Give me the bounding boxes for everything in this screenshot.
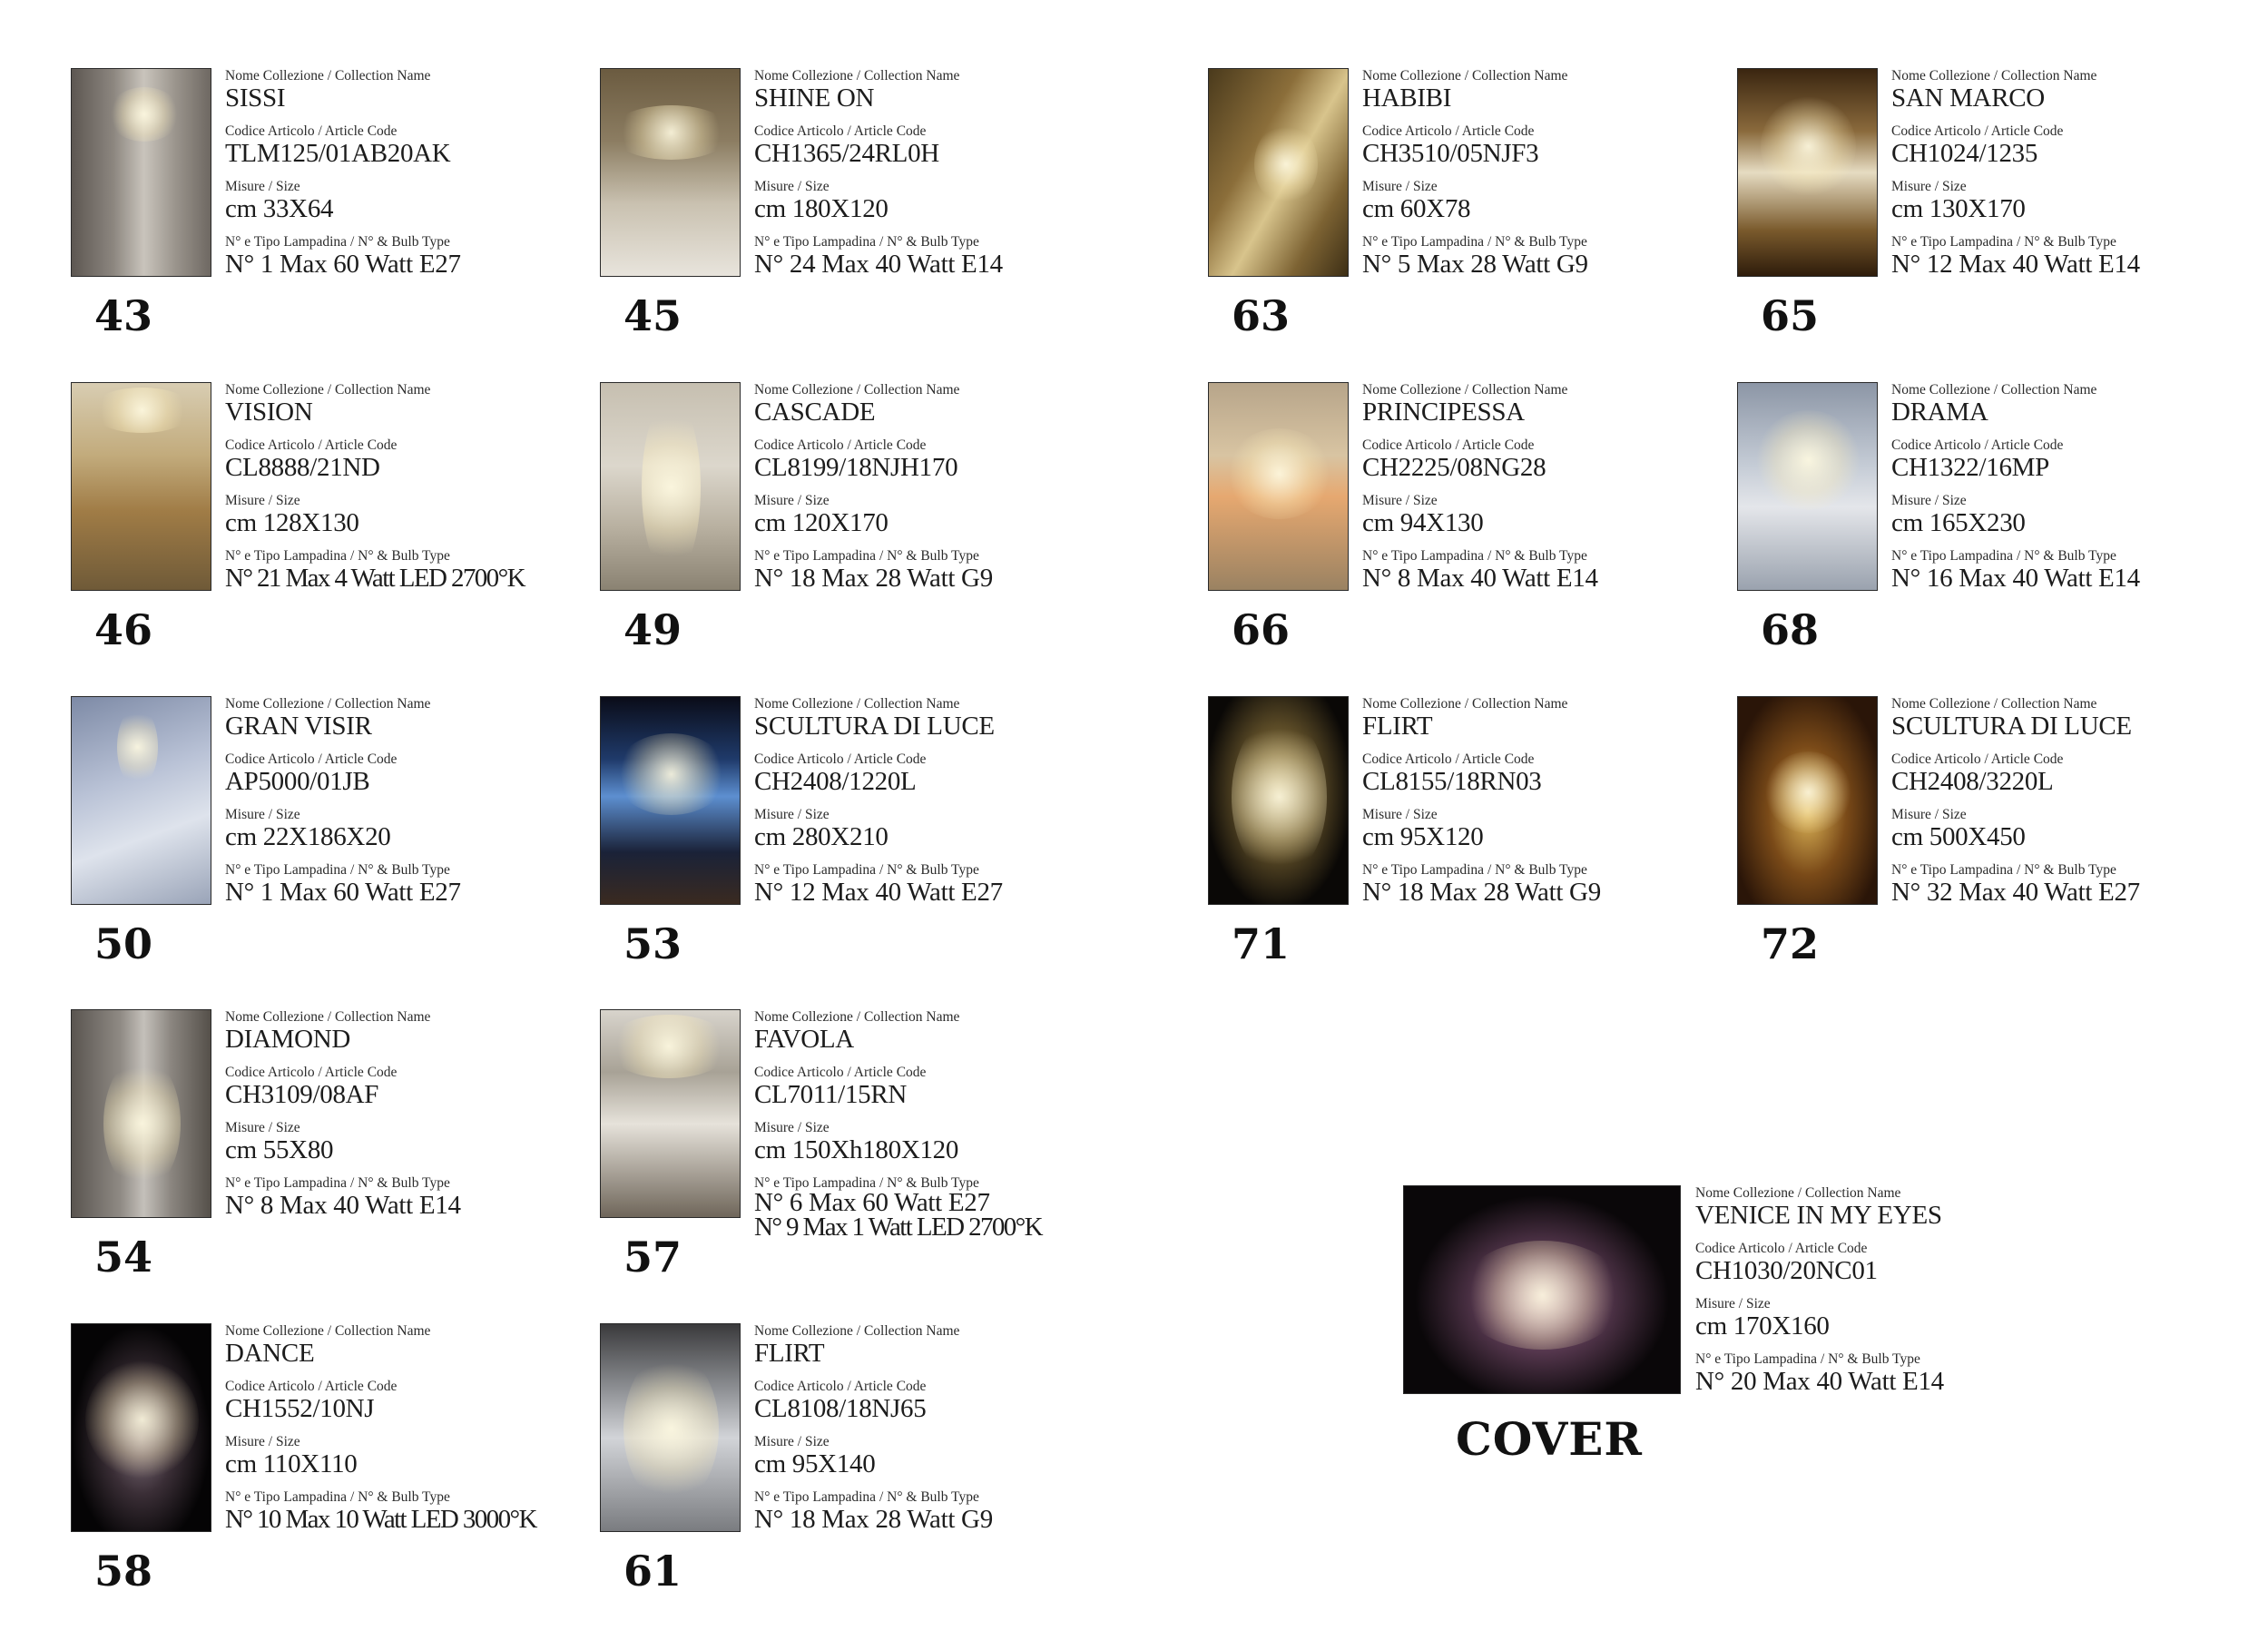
bulbs-value-2: N° 9 Max 1 Watt LED 2700°K — [754, 1213, 1043, 1242]
article-code: CH1365/24RL0H — [754, 139, 939, 168]
product-photo — [1208, 696, 1349, 905]
size-label: Misure / Size — [1695, 1296, 1771, 1311]
article-code: CL8155/18RN03 — [1362, 767, 1542, 796]
product-photo — [600, 382, 741, 591]
bulbs-value: N° 1 Max 60 Watt E27 — [225, 250, 461, 279]
code-label: Codice Articolo / Article Code — [1891, 437, 2064, 453]
bulbs-value: N° 24 Max 40 Watt E14 — [754, 250, 1003, 279]
size-value: cm 130X170 — [1891, 194, 2026, 223]
article-code: CL7011/15RN — [754, 1080, 908, 1109]
bulbs-value: N° 5 Max 28 Watt G9 — [1362, 250, 1588, 279]
product-photo — [1737, 382, 1878, 591]
size-label: Misure / Size — [754, 1434, 830, 1449]
code-label: Codice Articolo / Article Code — [1891, 123, 2064, 139]
article-code: CH1322/16MP — [1891, 453, 2049, 482]
collection-name: HABIBI — [1362, 83, 1452, 113]
collection-label: Nome Collezione / Collection Name — [1362, 68, 1568, 83]
bulbs-label: N° e Tipo Lampadina / N° & Bulb Type — [754, 862, 979, 878]
collection-name: SHINE ON — [754, 83, 875, 113]
size-label: Misure / Size — [225, 1120, 300, 1135]
bulbs-value: N° 21 Max 4 Watt LED 2700°K — [225, 564, 525, 593]
collection-label: Nome Collezione / Collection Name — [225, 1009, 431, 1025]
collection-name: DANCE — [225, 1339, 315, 1368]
collection-name: SCULTURA DI LUCE — [754, 712, 995, 741]
page-number: 45 — [623, 291, 682, 340]
code-label: Codice Articolo / Article Code — [754, 1379, 927, 1394]
product-photo — [71, 1323, 211, 1532]
code-label: Codice Articolo / Article Code — [1362, 437, 1535, 453]
size-value: cm 95X120 — [1362, 822, 1484, 851]
size-value: cm 500X450 — [1891, 822, 2026, 851]
bulbs-label: N° e Tipo Lampadina / N° & Bulb Type — [754, 1489, 979, 1505]
size-value: cm 180X120 — [754, 194, 889, 223]
size-label: Misure / Size — [1362, 179, 1438, 194]
bulbs-value: N° 10 Max 10 Watt LED 3000°K — [225, 1505, 536, 1534]
collection-label: Nome Collezione / Collection Name — [1891, 382, 2097, 398]
size-value: cm 110X110 — [225, 1449, 358, 1478]
collection-label: Nome Collezione / Collection Name — [1891, 696, 2097, 712]
collection-name: FLIRT — [754, 1339, 825, 1368]
product-photo — [600, 1323, 741, 1532]
code-label: Codice Articolo / Article Code — [754, 751, 927, 767]
product-photo — [600, 68, 741, 277]
product-photo — [71, 1009, 211, 1218]
size-label: Misure / Size — [225, 1434, 300, 1449]
collection-name: GRAN VISIR — [225, 712, 372, 741]
collection-name: SISSI — [225, 83, 286, 113]
bulbs-value: N° 16 Max 40 Watt E14 — [1891, 564, 2140, 593]
article-code: CH2408/3220L — [1891, 767, 2054, 796]
collection-label: Nome Collezione / Collection Name — [1695, 1185, 1901, 1201]
collection-label: Nome Collezione / Collection Name — [1891, 68, 2097, 83]
article-code: CH3510/05NJF3 — [1362, 139, 1539, 168]
size-label: Misure / Size — [754, 807, 830, 822]
page-number: 57 — [623, 1233, 682, 1282]
size-value: cm 94X130 — [1362, 508, 1484, 537]
bulbs-value: N° 32 Max 40 Watt E27 — [1891, 878, 2140, 907]
size-label: Misure / Size — [754, 493, 830, 508]
cover-photo — [1403, 1185, 1681, 1394]
bulbs-label: N° e Tipo Lampadina / N° & Bulb Type — [1891, 862, 2116, 878]
bulbs-value: N° 8 Max 40 Watt E14 — [225, 1191, 461, 1220]
article-code: CH2225/08NG28 — [1362, 453, 1546, 482]
collection-name: DIAMOND — [225, 1025, 351, 1054]
article-code: CH1552/10NJ — [225, 1394, 375, 1423]
page-number: 63 — [1232, 291, 1291, 340]
bulbs-label: N° e Tipo Lampadina / N° & Bulb Type — [754, 234, 979, 250]
article-code: CH2408/1220L — [754, 767, 917, 796]
size-value: cm 55X80 — [225, 1135, 334, 1164]
product-photo — [71, 382, 211, 591]
bulbs-label: N° e Tipo Lampadina / N° & Bulb Type — [754, 1175, 979, 1191]
code-label: Codice Articolo / Article Code — [1362, 123, 1535, 139]
size-label: Misure / Size — [1362, 493, 1438, 508]
collection-name: VENICE IN MY EYES — [1695, 1201, 1942, 1230]
collection-label: Nome Collezione / Collection Name — [1362, 382, 1568, 398]
collection-name: DRAMA — [1891, 398, 1988, 427]
bulbs-label: N° e Tipo Lampadina / N° & Bulb Type — [225, 548, 450, 564]
bulbs-value: N° 18 Max 28 Watt G9 — [1362, 878, 1601, 907]
size-label: Misure / Size — [1891, 179, 1967, 194]
product-photo — [600, 696, 741, 905]
size-label: Misure / Size — [1891, 493, 1967, 508]
bulbs-value: N° 1 Max 60 Watt E27 — [225, 878, 461, 907]
bulbs-value: N° 18 Max 28 Watt G9 — [754, 564, 993, 593]
size-value: cm 60X78 — [1362, 194, 1471, 223]
collection-label: Nome Collezione / Collection Name — [754, 696, 960, 712]
bulbs-label: N° e Tipo Lampadina / N° & Bulb Type — [225, 1175, 450, 1191]
product-photo — [600, 1009, 741, 1218]
code-label: Codice Articolo / Article Code — [1695, 1241, 1868, 1256]
size-value: cm 280X210 — [754, 822, 889, 851]
collection-label: Nome Collezione / Collection Name — [754, 1009, 960, 1025]
page-number: 61 — [623, 1547, 682, 1596]
size-label: Misure / Size — [754, 1120, 830, 1135]
collection-label: Nome Collezione / Collection Name — [754, 68, 960, 83]
collection-name: FAVOLA — [754, 1025, 854, 1054]
size-value: cm 170X160 — [1695, 1311, 1830, 1341]
size-label: Misure / Size — [1362, 807, 1438, 822]
bulbs-value: N° 6 Max 60 Watt E27 — [754, 1188, 990, 1217]
size-label: Misure / Size — [1891, 807, 1967, 822]
page-number: 68 — [1761, 605, 1820, 654]
code-label: Codice Articolo / Article Code — [225, 123, 398, 139]
collection-label: Nome Collezione / Collection Name — [754, 1323, 960, 1339]
page-number: 53 — [623, 919, 682, 968]
article-code: CL8199/18NJH170 — [754, 453, 958, 482]
size-label: Misure / Size — [225, 179, 300, 194]
collection-label: Nome Collezione / Collection Name — [1362, 696, 1568, 712]
bulbs-value: N° 12 Max 40 Watt E27 — [754, 878, 1003, 907]
page-number: 43 — [94, 291, 153, 340]
collection-name: FLIRT — [1362, 712, 1433, 741]
code-label: Codice Articolo / Article Code — [225, 437, 398, 453]
size-value: cm 95X140 — [754, 1449, 876, 1478]
page-number: 49 — [623, 605, 682, 654]
code-label: Codice Articolo / Article Code — [225, 1379, 398, 1394]
bulbs-label: N° e Tipo Lampadina / N° & Bulb Type — [1362, 862, 1587, 878]
bulbs-label: N° e Tipo Lampadina / N° & Bulb Type — [225, 1489, 450, 1505]
article-code: CL8108/18NJ65 — [754, 1394, 927, 1423]
bulbs-label: N° e Tipo Lampadina / N° & Bulb Type — [1362, 548, 1587, 564]
article-code: AP5000/01JB — [225, 767, 370, 796]
code-label: Codice Articolo / Article Code — [225, 751, 398, 767]
code-label: Codice Articolo / Article Code — [1362, 751, 1535, 767]
collection-label: Nome Collezione / Collection Name — [225, 382, 431, 398]
page-number: 54 — [94, 1233, 153, 1282]
code-label: Codice Articolo / Article Code — [754, 437, 927, 453]
collection-name: CASCADE — [754, 398, 876, 427]
article-code: CH3109/08AF — [225, 1080, 379, 1109]
bulbs-value: N° 8 Max 40 Watt E14 — [1362, 564, 1598, 593]
product-photo — [71, 68, 211, 277]
code-label: Codice Articolo / Article Code — [1891, 751, 2064, 767]
code-label: Codice Articolo / Article Code — [754, 123, 927, 139]
code-label: Codice Articolo / Article Code — [754, 1065, 927, 1080]
size-value: cm 128X130 — [225, 508, 359, 537]
page-number: 66 — [1232, 605, 1291, 654]
size-value: cm 22X186X20 — [225, 822, 391, 851]
product-photo — [1737, 68, 1878, 277]
bulbs-label: N° e Tipo Lampadina / N° & Bulb Type — [1695, 1351, 1920, 1367]
cover-label: COVER — [1456, 1412, 1643, 1466]
article-code: CL8888/21ND — [225, 453, 380, 482]
size-value: cm 33X64 — [225, 194, 334, 223]
bulbs-label: N° e Tipo Lampadina / N° & Bulb Type — [225, 234, 450, 250]
size-label: Misure / Size — [225, 807, 300, 822]
code-label: Codice Articolo / Article Code — [225, 1065, 398, 1080]
collection-name: SAN MARCO — [1891, 83, 2045, 113]
size-label: Misure / Size — [225, 493, 300, 508]
article-code: CH1030/20NC01 — [1695, 1256, 1878, 1285]
bulbs-value: N° 12 Max 40 Watt E14 — [1891, 250, 2140, 279]
size-label: Misure / Size — [754, 179, 830, 194]
page-number: 71 — [1232, 919, 1291, 968]
size-value: cm 165X230 — [1891, 508, 2026, 537]
bulbs-label: N° e Tipo Lampadina / N° & Bulb Type — [225, 862, 450, 878]
bulbs-value: N° 20 Max 40 Watt E14 — [1695, 1367, 1944, 1396]
article-code: TLM125/01AB20AK — [225, 139, 451, 168]
product-photo — [1208, 382, 1349, 591]
collection-label: Nome Collezione / Collection Name — [225, 696, 431, 712]
page-number: 72 — [1761, 919, 1820, 968]
page-number: 58 — [94, 1547, 153, 1596]
product-photo — [1737, 696, 1878, 905]
bulbs-label: N° e Tipo Lampadina / N° & Bulb Type — [1891, 234, 2116, 250]
collection-label: Nome Collezione / Collection Name — [225, 1323, 431, 1339]
page-number: 46 — [94, 605, 153, 654]
page-number: 65 — [1761, 291, 1820, 340]
page-number: 50 — [94, 919, 153, 968]
product-photo — [71, 696, 211, 905]
article-code: CH1024/1235 — [1891, 139, 2038, 168]
bulbs-label: N° e Tipo Lampadina / N° & Bulb Type — [1891, 548, 2116, 564]
collection-name: VISION — [225, 398, 313, 427]
collection-label: Nome Collezione / Collection Name — [754, 382, 960, 398]
bulbs-label: N° e Tipo Lampadina / N° & Bulb Type — [1362, 234, 1587, 250]
product-photo — [1208, 68, 1349, 277]
size-value: cm 120X170 — [754, 508, 889, 537]
size-value: cm 150Xh180X120 — [754, 1135, 959, 1164]
bulbs-value: N° 18 Max 28 Watt G9 — [754, 1505, 993, 1534]
bulbs-label: N° e Tipo Lampadina / N° & Bulb Type — [754, 548, 979, 564]
collection-name: SCULTURA DI LUCE — [1891, 712, 2132, 741]
collection-name: PRINCIPESSA — [1362, 398, 1525, 427]
collection-label: Nome Collezione / Collection Name — [225, 68, 431, 83]
